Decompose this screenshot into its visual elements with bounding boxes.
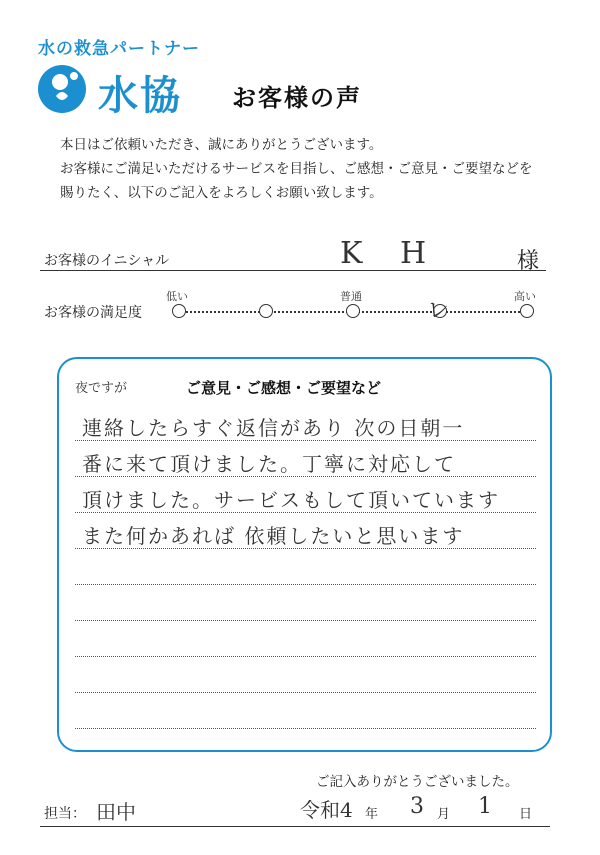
date-year-value: 令和4: [300, 798, 353, 822]
date-year-unit: 年: [365, 807, 379, 822]
satisfaction-check-mark: レ: [425, 296, 451, 325]
feedback-handwriting-line: また何かあれば 依頼したいと思います: [82, 524, 465, 548]
ruled-line: [75, 620, 536, 621]
satisfaction-option-1[interactable]: [172, 304, 186, 318]
feedback-title: ご意見・ご感想・ご要望など: [186, 379, 382, 397]
date-month-unit: 月: [437, 807, 451, 822]
ruled-line: [75, 584, 536, 585]
feedback-handwriting-line: 連絡したらすぐ返信があり 次の日朝一: [82, 416, 465, 440]
date-month-value: 3: [410, 794, 424, 819]
satisfaction-label: お客様の満足度: [44, 305, 142, 321]
satisfaction-mid-label: 普通: [340, 290, 362, 303]
feedback-lead: 夜ですが: [75, 381, 128, 396]
date-day-value: 1: [478, 794, 492, 819]
staff-name: 田中: [96, 800, 136, 824]
initials-suffix: 様: [517, 249, 540, 274]
satisfaction-option-3[interactable]: [346, 304, 360, 318]
feedback-handwriting-line: 番に来て頂けました。丁寧に対応して: [82, 452, 456, 476]
satisfaction-high-label: 高い: [514, 290, 536, 303]
satisfaction-low-label: 低い: [166, 290, 188, 303]
feedback-handwriting-line: 頂けました。サービスもして頂いています: [82, 488, 500, 512]
intro-line: 賜りたく、以下のご記入をよろしくお願い致します。: [60, 185, 383, 201]
ruled-line: [75, 692, 536, 693]
form-title: お客様の声: [232, 84, 362, 112]
intro-line: 本日はご依頼いただき、誠にありがとうございます。: [60, 137, 383, 153]
satisfaction-option-5[interactable]: [520, 304, 534, 318]
initials-underline: [40, 270, 546, 271]
initials-value: K H: [340, 236, 441, 271]
brand-name: 水協: [98, 73, 182, 119]
initials-label: お客様のイニシャル: [44, 253, 170, 269]
date-day-unit: 日: [519, 807, 533, 822]
satisfaction-option-2[interactable]: [259, 304, 273, 318]
staff-label: 担当：: [44, 806, 86, 822]
ruled-line: [75, 728, 536, 729]
ruled-line: [75, 656, 536, 657]
thanks-message: ご記入ありがとうございました。: [316, 774, 519, 790]
intro-line: お客様にご満足いただけるサービスを目指し、ご感想・ご意見・ご要望などを: [60, 161, 533, 177]
water-drop-logo-icon: [34, 62, 94, 116]
footer-underline: [40, 826, 550, 827]
brand-tagline: 水の救急パートナー: [38, 39, 200, 59]
